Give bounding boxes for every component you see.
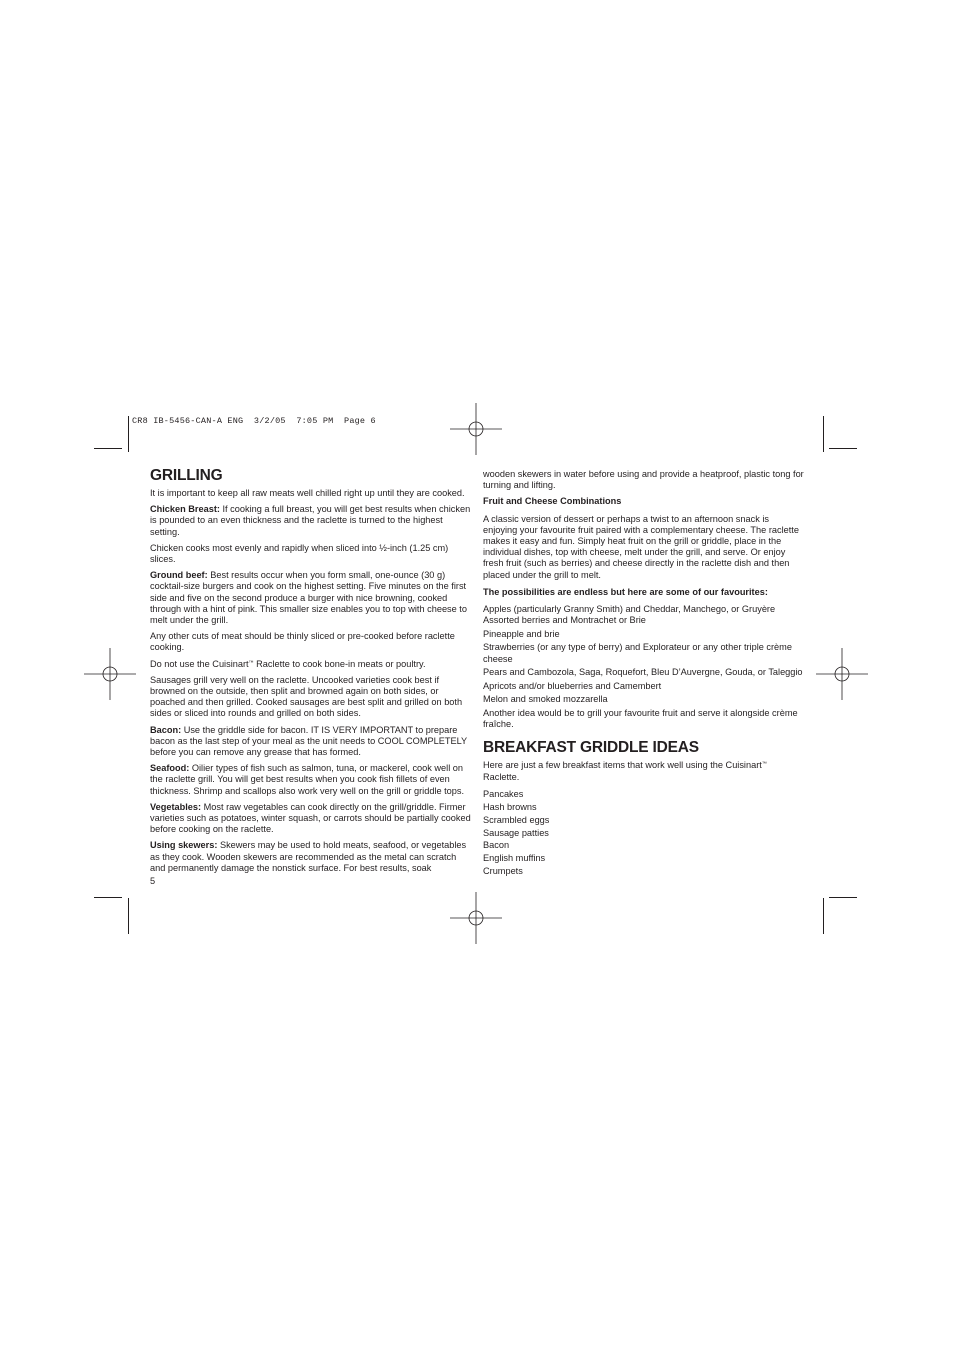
- breakfast-intro-a: Here are just a few breakfast items that work well using the Cuisinart: [483, 760, 762, 771]
- list-item: Crumpets: [483, 866, 523, 877]
- skewers-continued: wooden skewers in water before using and provide a heatproof, plastic tong for turning and lifting.: [483, 469, 804, 491]
- skewers-text: Skewers may be used to hold meats, seafood, or vegetables as they cook. Wooden skewers are recommended as the metal can scratch and permanently damage the nonstick surface. For best results, soak: [150, 840, 467, 873]
- chicken-paragraph: [150, 504, 472, 538]
- skewers-paragraph: [150, 840, 472, 874]
- registration-mark-left-icon: [84, 648, 136, 700]
- trademark-mark: ™: [761, 761, 767, 768]
- page-number: 5: [150, 876, 156, 886]
- possibilities-line: The possibilities are endless but here are some of our favourites:: [483, 586, 768, 597]
- chicken-slices-paragraph: Chicken cooks most evenly and rapidly when sliced into ½-inch (1.25 cm) slices.: [150, 542, 449, 565]
- seafood-text: Oilier types of fish such as salmon, tuna, or mackerel, cook well on the raclette grill. You will get best results when you cook fish fillets of even thickness. Shrimp and scallops also work very well on the grill or griddle tops.: [150, 763, 465, 796]
- bone-in-text-a: Do not use the Cuisinart: [150, 658, 249, 669]
- bone-in-paragraph: [150, 659, 472, 670]
- vegetables-paragraph: [150, 802, 472, 836]
- crop-mark: [128, 898, 129, 934]
- seafood-label: Seafood:: [150, 763, 190, 774]
- crop-mark: [829, 448, 857, 449]
- grilling-intro: It is important to keep all raw meats well chilled right up until they are cooked.: [150, 488, 465, 498]
- breakfast-heading: BREAKFAST GRIDDLE IDEAS: [483, 739, 699, 757]
- breakfast-intro-b: Raclette.: [483, 771, 520, 782]
- seafood-paragraph: [150, 763, 472, 797]
- fruit-cheese-paragraph: A classic version of dessert or perhaps a twist to an afternoon snack is enjoying your favourite fruit paired with a complementary cheese. The raclette makes it easy and fun. Simply heat fruit on the grill or griddle, place in the individual dishes, top with cheese, melt under the grill, and serve. Or enjoy fresh fruit (such as berries) and cheese directly in the raclette dish and then placed under the grill to melt.: [483, 513, 799, 580]
- registration-mark-right-icon: [816, 648, 868, 700]
- other-cuts-paragraph: Any other cuts of meat should be thinly sliced or pre-cooked before raclette cooking.: [150, 631, 455, 653]
- beef-text: Best results occur when you form small, one-ounce (30 g) cocktail-size burgers and cook on the highest setting. Five minutes on the first side and five on the second produce a burger with nice browning, cooked through with a hint of pink. This smaller size enables you to top with cheese to melt under the grill.: [150, 570, 467, 626]
- crop-mark: [823, 898, 824, 934]
- breakfast-intro: [483, 760, 805, 782]
- chicken-label: Chicken Breast:: [150, 504, 220, 515]
- fruit-cheese-heading: Fruit and Cheese Combinations: [483, 496, 622, 507]
- vegetables-text: Most raw vegetables can cook directly on the grill/griddle. Firmer varieties such as potatoes, winter squash, or carrots should be partially cooked before cooking on the raclette.: [150, 801, 471, 835]
- favourites-list: [483, 604, 805, 730]
- crop-mark: [823, 416, 824, 452]
- list-item: Pineapple and brie: [483, 628, 560, 639]
- vegetables-label: Vegetables:: [150, 801, 202, 812]
- bone-in-text-b: Raclette to cook bone-in meats or poultry.: [253, 658, 426, 669]
- list-item: Scrambled eggs: [483, 815, 550, 826]
- list-item: Another idea would be to grill your favourite fruit and serve it alongside crème fraîche.: [483, 708, 798, 730]
- list-item: Sausage patties: [483, 828, 549, 839]
- registration-mark-top-icon: [450, 403, 502, 455]
- list-item: Apples (particularly Granny Smith) and Cheddar, Manchego, or Gruyère: [483, 604, 776, 615]
- left-column: [150, 467, 472, 879]
- right-column: [483, 469, 805, 877]
- list-item: English muffins: [483, 852, 546, 863]
- list-item: Hash browns: [483, 802, 537, 813]
- registration-mark-bottom-icon: [450, 892, 502, 944]
- list-item: Melon and smoked mozzarella: [483, 694, 608, 705]
- chicken-text: If cooking a full breast, you will get best results when chicken is pounded to an even thickness and the raclette is turned to the highest setting.: [150, 504, 471, 537]
- crop-mark: [128, 416, 129, 452]
- print-slug: CR8 IB-5456-CAN-A ENG 3/2/05 7:05 PM Page 6: [132, 416, 376, 426]
- list-item: Apricots and/or blueberries and Camembert: [483, 680, 662, 691]
- beef-label: Ground beef:: [150, 570, 208, 581]
- list-item: Pears and Cambozola, Saga, Roquefort, Bleu D’Auvergne, Gouda, or Taleggio: [483, 667, 803, 678]
- list-item: Strawberries (or any type of berry) and Explorateur or any other triple crème cheese: [483, 642, 792, 664]
- grilling-heading: GRILLING: [150, 467, 223, 484]
- beef-paragraph: [150, 570, 472, 626]
- trademark-mark: ™: [248, 659, 254, 666]
- crop-mark: [94, 897, 122, 898]
- list-item: Bacon: [483, 839, 510, 850]
- breakfast-list: [483, 789, 805, 877]
- crop-mark: [94, 448, 122, 449]
- skewers-label: Using skewers:: [150, 840, 218, 851]
- bacon-paragraph: [150, 725, 472, 759]
- sausages-paragraph: Sausages grill very well on the raclette. Uncooked varieties cook best if browned on the outside, then split and browned again on both sides, or poached and then grilled. Cooked sausages are best split and grilled on both sides or sliced into rounds and grilled on both sides.: [150, 674, 463, 719]
- list-item: Assorted berries and Montrachet or Brie: [483, 615, 646, 626]
- list-item: Pancakes: [483, 788, 524, 799]
- bacon-label: Bacon:: [150, 724, 182, 735]
- crop-mark: [829, 897, 857, 898]
- bacon-text: Use the griddle side for bacon. IT IS VERY IMPORTANT to prepare bacon as the last step of your meal as the unit needs to COOL COMPLETELY before you can remove any grease that has formed.: [150, 724, 467, 758]
